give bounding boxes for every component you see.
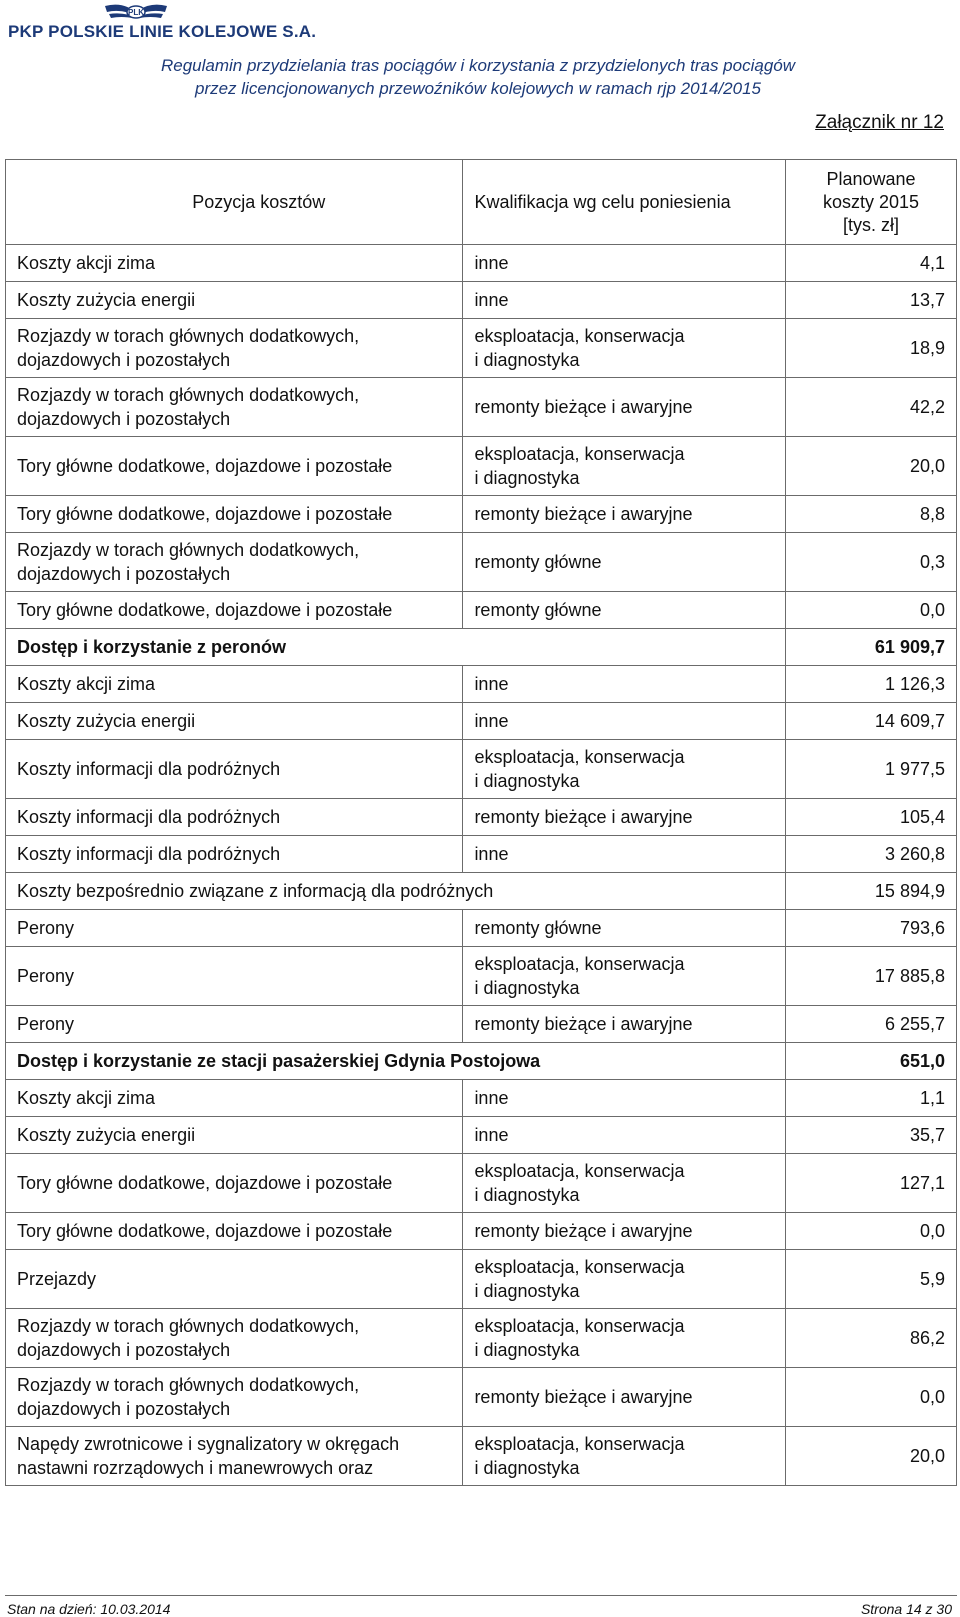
planned-cost-cell: 0,0	[786, 1368, 957, 1427]
table-row	[6, 873, 957, 910]
planned-cost-cell: 0,3	[786, 533, 957, 592]
qualification-cell	[463, 1427, 786, 1486]
qualification-cell: inne	[463, 836, 786, 873]
cost-item-line-2: nastawni rozrządowych i manewrowych oraz	[17, 1458, 374, 1478]
planned-costs-line-3: [tys. zł]	[843, 214, 900, 235]
section-title: Dostęp i korzystanie z peronów	[6, 629, 786, 666]
qualification-cell: inne	[463, 1080, 786, 1117]
qualification-line-1: eksploatacja, konserwacja	[474, 326, 685, 346]
qualification-line-1: eksploatacja, konserwacja	[474, 1161, 685, 1181]
qualification-cell	[463, 740, 786, 799]
footer-divider	[5, 1595, 957, 1596]
section-row	[6, 629, 957, 666]
column-header-planned-costs	[786, 160, 957, 245]
cost-item-cell: Perony	[6, 1006, 463, 1043]
planned-cost-cell: 5,9	[786, 1250, 957, 1309]
planned-cost-cell: 0,0	[786, 592, 957, 629]
qualification-cell: remonty główne	[463, 592, 786, 629]
cost-table	[5, 159, 957, 1486]
planned-cost-cell: 793,6	[786, 910, 957, 947]
table-row	[6, 592, 957, 629]
table-row	[6, 245, 957, 282]
table-row	[6, 947, 957, 1006]
qualification-cell: inne	[463, 245, 786, 282]
annex-label: Załącznik nr 12	[815, 112, 944, 133]
document-title-line-1: Regulamin przydzielania tras pociągów i korzystania z przydzielonych tras pociągów	[160, 56, 796, 75]
planned-cost-cell: 86,2	[786, 1309, 957, 1368]
planned-cost-cell: 17 885,8	[786, 947, 957, 1006]
qualification-line-2: i diagnostyka	[474, 1458, 580, 1478]
footer-date: Stan na dzień: 10.03.2014	[7, 1601, 171, 1617]
qualification-line-2: i diagnostyka	[474, 1185, 580, 1205]
table-row	[6, 1427, 957, 1486]
table-row	[6, 1006, 957, 1043]
cost-item-cell: Koszty informacji dla podróżnych	[6, 740, 463, 799]
qualification-cell: remonty bieżące i awaryjne	[463, 1368, 786, 1427]
planned-cost-cell: 3 260,8	[786, 836, 957, 873]
cost-item-line-1: Napędy zwrotnicowe i sygnalizatory w okręgach	[17, 1434, 400, 1454]
planned-costs-line-1: Planowane	[826, 168, 916, 189]
cost-item-cell: Koszty akcji zima	[6, 1080, 463, 1117]
cost-item-cell: Tory główne dodatkowe, dojazdowe i pozostałe	[6, 496, 463, 533]
table-row	[6, 1154, 957, 1213]
planned-cost-cell: 1 977,5	[786, 740, 957, 799]
planned-cost-cell: 8,8	[786, 496, 957, 533]
footer-page-number: Strona 14 z 30	[860, 1601, 952, 1617]
cost-item-line-2: dojazdowych i pozostałych	[17, 350, 231, 370]
qualification-cell	[463, 1250, 786, 1309]
table-row	[6, 703, 957, 740]
table-row	[6, 437, 957, 496]
planned-cost-cell: 14 609,7	[786, 703, 957, 740]
qualification-line-1: eksploatacja, konserwacja	[474, 1316, 685, 1336]
planned-cost-cell: 13,7	[786, 282, 957, 319]
cost-item-cell	[6, 1368, 463, 1427]
cost-item-line-2: dojazdowych i pozostałych	[17, 409, 231, 429]
qualification-cell: inne	[463, 1117, 786, 1154]
cost-item-cell	[6, 1309, 463, 1368]
cost-item-cell: Koszty bezpośrednio związane z informacją dla podróżnych	[6, 873, 786, 910]
planned-cost-cell: 42,2	[786, 378, 957, 437]
qualification-line-2: i diagnostyka	[474, 350, 580, 370]
planned-cost-cell: 1 126,3	[786, 666, 957, 703]
cost-item-cell: Koszty informacji dla podróżnych	[6, 836, 463, 873]
planned-cost-cell: 15 894,9	[786, 873, 957, 910]
column-header-qualification: Kwalifikacja wg celu poniesienia	[463, 160, 786, 245]
qualification-cell: remonty główne	[463, 533, 786, 592]
planned-cost-cell: 651,0	[786, 1043, 957, 1080]
cost-item-cell: Koszty akcji zima	[6, 245, 463, 282]
table-row	[6, 319, 957, 378]
table-row	[6, 799, 957, 836]
qualification-cell: remonty bieżące i awaryjne	[463, 799, 786, 836]
planned-cost-cell: 35,7	[786, 1117, 957, 1154]
cost-item-line-2: dojazdowych i pozostałych	[17, 1340, 231, 1360]
company-name: PKP POLSKIE LINIE KOLEJOWE S.A.	[8, 22, 317, 41]
table-row	[6, 1368, 957, 1427]
cost-item-cell	[6, 319, 463, 378]
planned-cost-cell: 20,0	[786, 437, 957, 496]
planned-cost-cell: 20,0	[786, 1427, 957, 1486]
table-row	[6, 1309, 957, 1368]
table-row	[6, 1213, 957, 1250]
cost-item-cell: Perony	[6, 910, 463, 947]
cost-item-cell: Tory główne dodatkowe, dojazdowe i pozostałe	[6, 1154, 463, 1213]
qualification-line-2: i diagnostyka	[474, 771, 580, 791]
document-title-line-2: przez licencjonowanych przewoźników kolejowych w ramach rjp 2014/2015	[194, 79, 761, 98]
table-row	[6, 496, 957, 533]
cost-item-cell	[6, 378, 463, 437]
cost-item-line-2: dojazdowych i pozostałych	[17, 1399, 231, 1419]
cost-item-cell: Przejazdy	[6, 1250, 463, 1309]
qualification-cell: inne	[463, 703, 786, 740]
table-row	[6, 910, 957, 947]
document-title	[128, 54, 828, 100]
table-row	[6, 666, 957, 703]
cost-item-cell: Koszty akcji zima	[6, 666, 463, 703]
cost-item-cell: Tory główne dodatkowe, dojazdowe i pozostałe	[6, 437, 463, 496]
planned-cost-cell: 4,1	[786, 245, 957, 282]
cost-item-cell: Koszty zużycia energii	[6, 282, 463, 319]
cost-item-line-1: Rozjazdy w torach głównych dodatkowych,	[17, 385, 360, 405]
table-row	[6, 1250, 957, 1309]
qualification-cell	[463, 1309, 786, 1368]
planned-cost-cell: 127,1	[786, 1154, 957, 1213]
planned-cost-cell: 0,0	[786, 1213, 957, 1250]
table-row	[6, 1117, 957, 1154]
qualification-cell: remonty bieżące i awaryjne	[463, 378, 786, 437]
company-logo	[8, 0, 317, 46]
table-row	[6, 1080, 957, 1117]
cost-item-line-1: Rozjazdy w torach głównych dodatkowych,	[17, 540, 360, 560]
cost-item-cell: Koszty zużycia energii	[6, 703, 463, 740]
qualification-cell: inne	[463, 282, 786, 319]
qualification-cell: remonty bieżące i awaryjne	[463, 1006, 786, 1043]
qualification-line-1: eksploatacja, konserwacja	[474, 1257, 685, 1277]
qualification-cell	[463, 437, 786, 496]
qualification-line-1: eksploatacja, konserwacja	[474, 1434, 685, 1454]
table-row	[6, 378, 957, 437]
qualification-line-2: i diagnostyka	[474, 468, 580, 488]
planned-cost-cell: 6 255,7	[786, 1006, 957, 1043]
section-title: Dostęp i korzystanie ze stacji pasażerskiej Gdynia Postojowa	[6, 1043, 786, 1080]
qualification-line-2: i diagnostyka	[474, 1340, 580, 1360]
cost-item-line-1: Rozjazdy w torach głównych dodatkowych,	[17, 1316, 360, 1336]
qualification-cell: remonty główne	[463, 910, 786, 947]
logo-badge: PLK	[128, 8, 144, 17]
table-row	[6, 533, 957, 592]
cost-item-line-1: Rozjazdy w torach głównych dodatkowych,	[17, 1375, 360, 1395]
cost-item-cell: Koszty informacji dla podróżnych	[6, 799, 463, 836]
table-row	[6, 836, 957, 873]
table-row	[6, 282, 957, 319]
qualification-line-1: eksploatacja, konserwacja	[474, 954, 685, 974]
qualification-cell	[463, 319, 786, 378]
cost-item-cell: Tory główne dodatkowe, dojazdowe i pozostałe	[6, 592, 463, 629]
table-header-row	[6, 160, 957, 245]
cost-item-cell: Koszty zużycia energii	[6, 1117, 463, 1154]
qualification-line-2: i diagnostyka	[474, 1281, 580, 1301]
qualification-cell	[463, 947, 786, 1006]
qualification-cell: remonty bieżące i awaryjne	[463, 496, 786, 533]
cost-item-cell: Tory główne dodatkowe, dojazdowe i pozostałe	[6, 1213, 463, 1250]
table-row	[6, 740, 957, 799]
cost-item-line-2: dojazdowych i pozostałych	[17, 564, 231, 584]
cost-item-line-1: Rozjazdy w torach głównych dodatkowych,	[17, 326, 360, 346]
table-body	[6, 245, 957, 1486]
cost-item-cell: Perony	[6, 947, 463, 1006]
qualification-line-1: eksploatacja, konserwacja	[474, 747, 685, 767]
qualification-cell	[463, 1154, 786, 1213]
column-header-cost-item: Pozycja kosztów	[6, 160, 463, 245]
planned-cost-cell: 18,9	[786, 319, 957, 378]
section-row	[6, 1043, 957, 1080]
qualification-line-2: i diagnostyka	[474, 978, 580, 998]
planned-cost-cell: 61 909,7	[786, 629, 957, 666]
cost-item-cell	[6, 1427, 463, 1486]
planned-costs-line-2: koszty 2015	[823, 191, 920, 212]
planned-cost-cell: 1,1	[786, 1080, 957, 1117]
cost-item-cell	[6, 533, 463, 592]
qualification-line-1: eksploatacja, konserwacja	[474, 444, 685, 464]
planned-cost-cell: 105,4	[786, 799, 957, 836]
qualification-cell: remonty bieżące i awaryjne	[463, 1213, 786, 1250]
qualification-cell: inne	[463, 666, 786, 703]
